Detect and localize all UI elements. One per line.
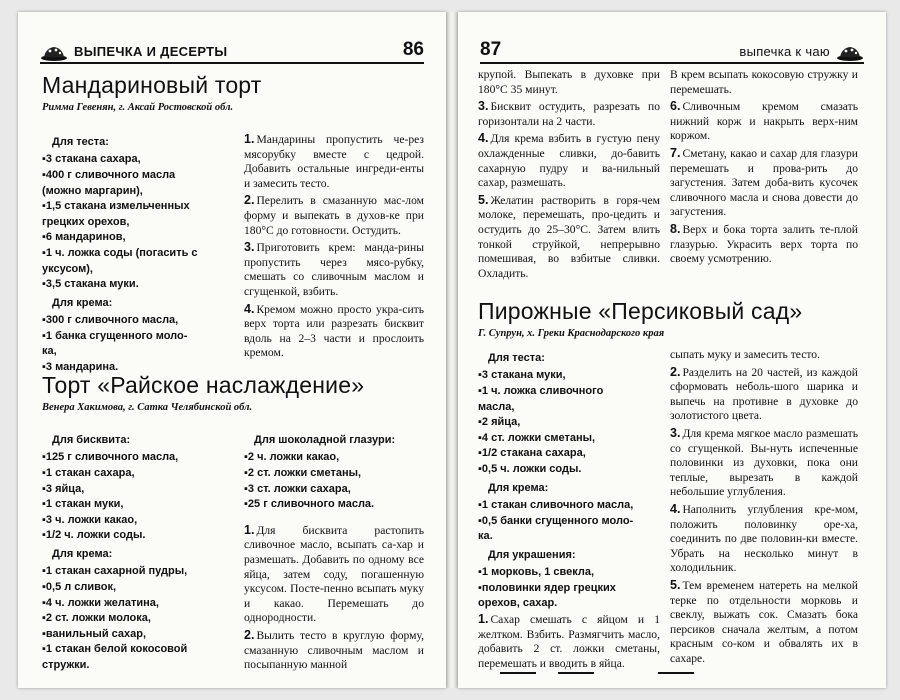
ingredient-list xyxy=(244,450,424,512)
step-number: 6. xyxy=(670,99,681,114)
step-text: Желатин растворить в горя-чем молоке, перемешать, про-цедить и остудить до 25–30°С. Затем влить тонкой струйкой, непрерывно помешивая, во взбитые сливки. Охладить. xyxy=(478,193,660,280)
ingredient-item: ка, xyxy=(42,345,57,358)
recipe-step xyxy=(478,99,660,129)
step-text: Сметану, какао и сахар для глазури перемешать и прова-рить до загустения. Затем доба-вить кусочек сливочного масла и снова довести до загустения. xyxy=(670,146,858,219)
running-header-left xyxy=(40,38,424,64)
step-text: Кремом можно просто укра-сить верх торта или разрезать бисквит вдоль на 2–3 части и прослоить кремом. xyxy=(244,302,424,360)
ingredient-item: (можно маргарин), xyxy=(42,184,143,197)
recipe-author: Римма Гевенян, г. Аксай Ростовской обл. xyxy=(42,102,234,113)
step-number: 5. xyxy=(670,577,681,592)
ingredient-item: ▪3 мандарина. xyxy=(42,360,119,373)
right-page xyxy=(458,12,886,688)
step-number: 8. xyxy=(670,221,681,236)
ingredient-item: ▪3,5 стакана муки. xyxy=(42,278,139,291)
ingredient-item: уксусом), xyxy=(42,262,93,275)
ingredient-item: ▪1 стакан сахара, xyxy=(42,467,135,479)
running-header-right xyxy=(480,38,864,64)
recipe-step xyxy=(670,348,858,363)
footer-rule xyxy=(500,672,536,674)
ingredient-group-heading: Для теста: xyxy=(52,136,109,148)
ingredient-item: ▪3 яйца, xyxy=(42,482,85,495)
ingredient-item: ▪1 стакан муки, xyxy=(42,498,124,511)
ingredient-item: ▪половинки ядер грецких xyxy=(478,581,616,594)
page-number: 86 xyxy=(402,39,424,60)
ingredient-item: ▪3 стакана муки, xyxy=(478,369,566,382)
ingredient-group-heading: Для крема: xyxy=(52,296,113,309)
recipe-author: Г. Супрун, х. Греки Краснодарского края xyxy=(478,328,665,339)
recipe-step xyxy=(244,240,424,299)
ingredient-item: ▪1 стакан белой кокосовой xyxy=(42,643,188,656)
ingredient-item: ▪6 мандаринов, xyxy=(42,231,126,244)
step-text: Приготовить крем: манда-рины пропустить через мясо-рубку, смешать со сливочным маслом и сгущенкой, взбить. xyxy=(244,241,424,298)
step-text: крупой. Выпекать в духовке при 180°С 35 минут. xyxy=(478,68,660,96)
ingredient-item: ▪0,5 л сливок, xyxy=(42,580,117,593)
footer-rule xyxy=(558,672,594,674)
recipe-step xyxy=(670,426,858,500)
step-text: Разделить на 20 частей, из каждой сформовать неболь-шого шарика и выпечь на противне в духовке до золотистого цвета. xyxy=(670,365,858,423)
page-number: 87 xyxy=(480,39,502,60)
continued-steps-column xyxy=(670,68,858,269)
step-text: Вылить тесто в круглую форму, смазанную сливочным маслом и посыпанную манной xyxy=(244,628,424,672)
recipe-author: Венера Хакимова, г. Сатка Челябинской обл. xyxy=(42,402,253,413)
continued-steps-column xyxy=(478,68,660,283)
ingredient-item: ▪1 стакан сахарной пудры, xyxy=(42,565,188,578)
ingredient-item: грецких орехов, xyxy=(42,215,130,228)
ingredient-list xyxy=(42,313,242,375)
ingredient-item: ▪1 банка сгущенного моло- xyxy=(42,329,188,342)
ingredient-list xyxy=(478,368,660,477)
ingredient-item: ▪2 ст. ложки сметаны, xyxy=(244,467,362,479)
step-text: Для крема взбить в густую пену охлажденные сливки, до-бавить сахарную пудру и ва-нильный сахар, размешать. xyxy=(478,132,660,190)
recipe-step xyxy=(244,523,424,626)
ingredient-item: ▪2 ст. ложки молока, xyxy=(42,612,151,625)
recipe-heading xyxy=(478,298,802,339)
header-logo-right xyxy=(739,42,864,62)
ingredients-column xyxy=(478,348,660,673)
recipe-heading xyxy=(42,372,364,413)
recipe-step xyxy=(244,132,424,191)
step-number: 5. xyxy=(478,192,489,207)
ingredient-list xyxy=(478,565,660,612)
glaze-and-steps-column xyxy=(244,430,424,675)
ingredient-item: ▪25 г сливочного масла. xyxy=(244,498,375,511)
recipe-step xyxy=(478,131,660,190)
recipe-title: Пирожные «Персиковый сад» xyxy=(478,298,803,324)
book-gutter xyxy=(446,12,458,688)
steps-column xyxy=(670,348,858,668)
ingredient-list xyxy=(42,152,242,292)
recipe-step xyxy=(244,193,424,238)
recipe-step xyxy=(478,612,660,671)
step-number: 7. xyxy=(670,145,681,160)
ingredient-item: ▪3 ст. ложки сахара, xyxy=(244,482,351,495)
step-text: Тем временем натереть на мелкой терке по отдельности морковь и свеклу, выжать сок. Смазать бока персиков сначала желтым, а потом красным со-ком и обвалять их в сахаре. xyxy=(670,578,858,665)
step-text: В крем всыпать кокосовую стружку и перемешать. xyxy=(670,68,858,96)
ingredient-group-heading: Для теста: xyxy=(488,352,545,364)
step-number: 3. xyxy=(478,99,489,114)
ingredient-item: ▪3 ч. ложки какао, xyxy=(42,513,138,526)
recipe-step xyxy=(478,193,660,282)
ingredient-item: ▪2 ч. ложки какао, xyxy=(244,451,340,464)
step-number: 4. xyxy=(244,301,255,316)
ingredient-item: ▪3 стакана сахара, xyxy=(42,153,141,166)
footer-rule xyxy=(658,672,694,674)
ingredient-item: ▪1 стакан сливочного масла, xyxy=(478,498,634,511)
recipe-heading xyxy=(42,72,262,113)
running-title: выпечка к чаю xyxy=(739,44,830,59)
step-text: Перелить в смазанную мас-лом форму и выпекать в духов-ке при 180°С до готовности. Остудить. xyxy=(244,194,424,237)
recipe-step xyxy=(670,222,858,267)
step-text: Для бисквита растопить сливочное масло, всыпать са-хар и размешать. Добавить по одному все яйца, затем соду, погашенную уксусом. Посте-пенно всыпать муку и какао. Перемешать до однородности. xyxy=(244,523,424,625)
step-text: Для крема мягкое масло размешать со сгущенкой. Вы-нуть испеченные половинки из духовки, пока они теплые, вырезать в каждой небольшие углубления. xyxy=(670,426,858,499)
ingredient-group-heading: Для шоколадной глазури: xyxy=(254,434,396,446)
recipe-step xyxy=(670,68,858,97)
step-text: Сахар смешать с яйцом и 1 желтком. Взбить. Размягчить масло, добавить 2 ст. ложки сметаны, перемешать и вводить в яйца. xyxy=(478,612,660,670)
ingredient-item: ▪300 г сливочного масла, xyxy=(42,314,179,327)
ingredient-item: орехов, сахар. xyxy=(478,597,558,610)
cake-icon xyxy=(40,42,68,62)
ingredient-item: ка. xyxy=(478,530,493,543)
ingredient-item: ▪1 ч. ложка соды (погасить с xyxy=(42,246,198,259)
ingredient-item: ▪1/2 ч. ложки соды. xyxy=(42,529,146,542)
recipe-step xyxy=(670,365,858,424)
ingredient-item: ▪2 яйца, xyxy=(478,416,521,429)
ingredient-item: ▪1/2 стакана сахара, xyxy=(478,447,586,460)
step-text: Сливочным кремом смазать нижний корж и накрыть верх-ним коржом. xyxy=(670,100,858,143)
ingredient-item: ▪400 г сливочного масла xyxy=(42,169,176,181)
recipe-title: Мандариновый торт xyxy=(42,72,262,98)
ingredient-item: стружки. xyxy=(42,658,90,671)
recipe-title: Торт «Райское наслаждение» xyxy=(42,372,365,398)
spacer xyxy=(244,513,424,523)
ingredients-column xyxy=(42,132,242,376)
ingredient-item: ▪4 ч. ложки желатина, xyxy=(42,596,159,609)
ingredient-list xyxy=(42,564,242,673)
ingredient-item: ▪4 ст. ложки сметаны, xyxy=(478,431,596,444)
step-number: 2. xyxy=(244,627,255,642)
header-logo-left xyxy=(40,42,227,62)
ingredient-group-heading: Для крема: xyxy=(52,547,113,560)
recipe-step xyxy=(670,502,858,576)
ingredient-item: ▪ванильный сахар, xyxy=(42,627,147,640)
step-number: 1. xyxy=(244,132,255,146)
step-number: 2. xyxy=(670,364,681,379)
steps-column xyxy=(244,132,424,363)
step-number: 3. xyxy=(670,425,681,440)
running-title: ВЫПЕЧКА И ДЕСЕРТЫ xyxy=(74,44,228,59)
step-text: Бисквит остудить, разрезать по горизонтали на 2 части. xyxy=(478,100,660,128)
recipe-step xyxy=(670,146,858,220)
ingredient-list xyxy=(478,498,660,545)
ingredient-group-heading: Для украшения: xyxy=(488,548,576,561)
ingredient-item: ▪1,5 стакана измельченных xyxy=(42,200,190,213)
step-number: 3. xyxy=(244,240,255,255)
step-text: Наполнить углубления кре-мом, положить половинку оре-ха, соединить по две половин-ки вместе. Убрать на несколько минут в холодильник. xyxy=(670,502,858,575)
ingredient-item: ▪0,5 ч. ложки соды. xyxy=(478,462,582,475)
step-number: 1. xyxy=(478,611,489,626)
ingredient-item: масла, xyxy=(478,400,515,413)
step-number: 2. xyxy=(244,193,255,208)
left-page xyxy=(18,12,446,688)
step-number: 1. xyxy=(244,522,255,537)
recipe-step xyxy=(670,99,858,144)
ingredient-item: ▪1 ч. ложка сливочного xyxy=(478,385,604,397)
ingredient-group-heading: Для бисквита: xyxy=(52,434,131,446)
ingredient-list xyxy=(42,450,242,544)
step-text: Верх и бока торта залить те-плой глазурью. Украсить верх торта по своему усмотрению. xyxy=(670,222,858,266)
step-number: 4. xyxy=(478,131,489,146)
recipe-step xyxy=(244,628,424,673)
cake-icon xyxy=(836,42,864,62)
ingredient-group-heading: Для крема: xyxy=(488,481,549,494)
step-number: 4. xyxy=(670,501,681,516)
recipe-step xyxy=(478,68,660,97)
ingredient-item: ▪0,5 банки сгущенного моло- xyxy=(478,514,634,527)
ingredient-item: ▪1 морковь, 1 свекла, xyxy=(478,566,595,579)
step-text: Мандарины пропустить че-рез мясорубку вместе с цедрой. Добавить остальные ингреди-енты и замесить тесто. xyxy=(244,133,424,190)
ingredient-item: ▪125 г сливочного масла, xyxy=(42,451,179,464)
recipe-step xyxy=(670,578,858,667)
recipe-step xyxy=(244,302,424,361)
ingredients-column xyxy=(42,430,242,674)
step-text: сыпать муку и замесить тесто. xyxy=(670,348,820,361)
